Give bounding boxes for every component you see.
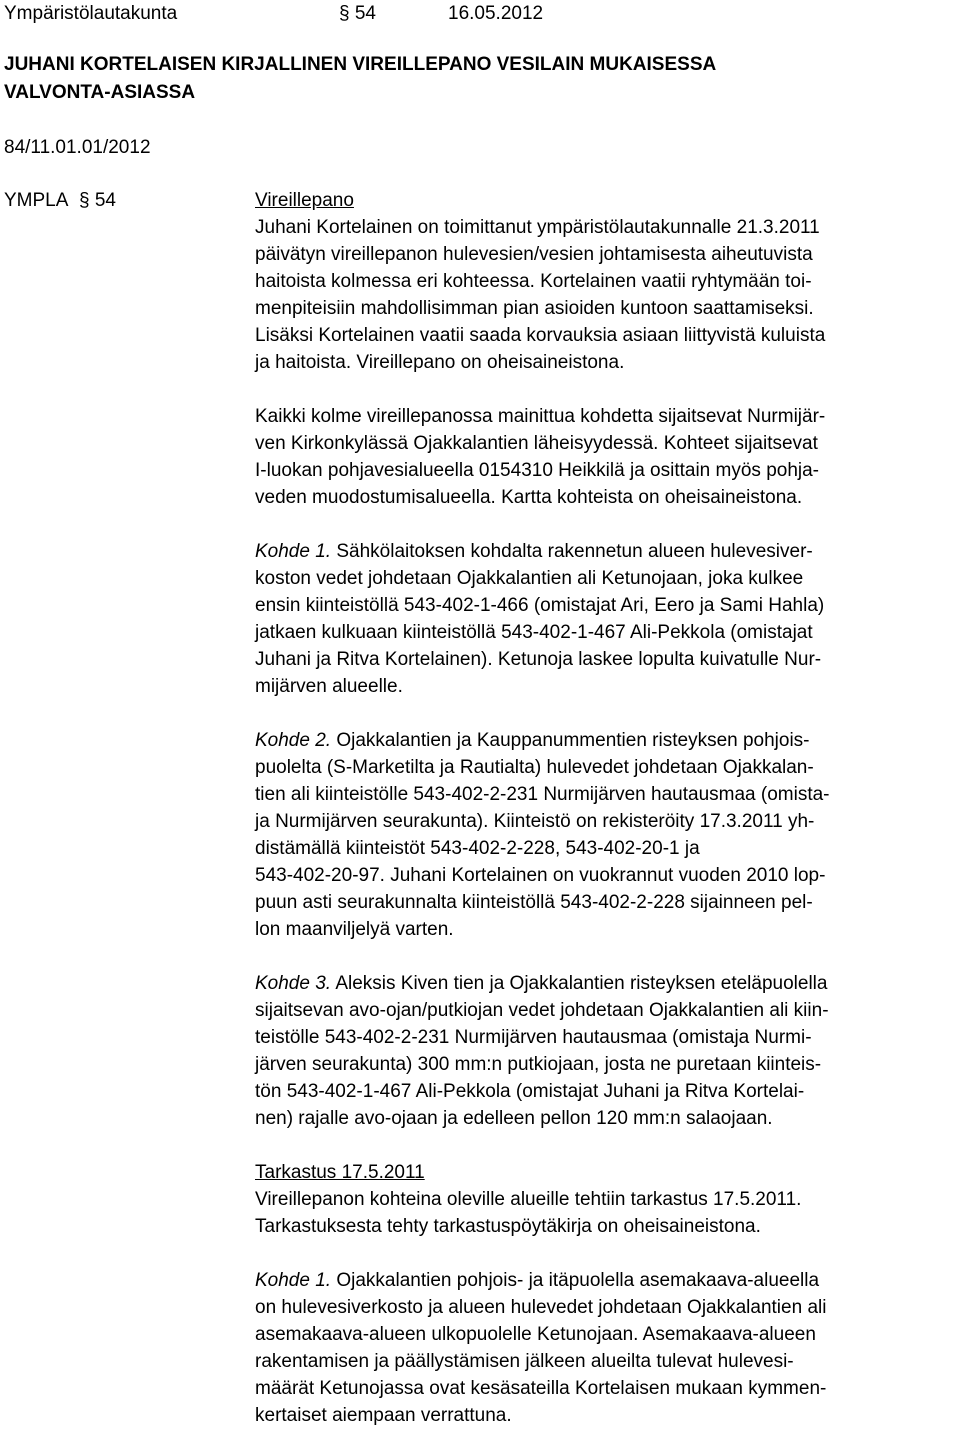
text-line: sijaitsevan avo-ojan/putkiojan vedet johdetaan Ojakkalantien ali kiin- bbox=[255, 1000, 829, 1021]
text-line: veden muodostumisalueella. Kartta kohteista on oheisaineistona. bbox=[255, 487, 803, 508]
inspection-paragraph bbox=[255, 1159, 955, 1240]
title-line: VALVONTA-ASIASSA bbox=[4, 82, 196, 103]
kohde-first-line: Ojakkalantien ja Kauppanummentien risteyksen pohjois- bbox=[336, 730, 810, 751]
kohde-label: Kohde 2. bbox=[255, 730, 332, 751]
title-line: JUHANI KORTELAISEN KIRJALLINEN VIREILLEPANO VESILAIN MUKAISESSA bbox=[4, 54, 717, 75]
text-line: Tarkastuksesta tehty tarkastuspöytäkirja on oheisaineistona. bbox=[255, 1216, 761, 1237]
text-line: ja haitoista. Vireillepano on oheisaineistona. bbox=[255, 352, 625, 373]
section-sign: § bbox=[78, 190, 90, 211]
section-unit: YMPLA bbox=[4, 190, 69, 211]
section-code bbox=[4, 187, 116, 214]
kohde-1-paragraph bbox=[255, 538, 955, 700]
text-line: koston vedet johdetaan Ojakkalantien ali Ketunojaan, joka kulkee bbox=[255, 568, 804, 589]
paragraph-number: 54 bbox=[354, 3, 376, 24]
text-line: Vireillepanon kohteina oleville alueille tehtiin tarkastus 17.5.2011. bbox=[255, 1189, 802, 1210]
text-line: rakentamisen ja päällystämisen jälkeen alueilta tulevat hulevesi- bbox=[255, 1351, 794, 1372]
text-line: haitoista kolmessa eri kohteessa. Kortelainen vaatii ryhtymään toi- bbox=[255, 271, 812, 292]
text-line bbox=[255, 1267, 955, 1294]
intro-paragraph bbox=[255, 187, 955, 376]
text-line: on hulevesiverkosto ja alueen hulevedet johdetaan Ojakkalantien ali bbox=[255, 1297, 827, 1318]
meeting-date: 16.05.2012 bbox=[448, 3, 544, 24]
text-line: päivätyn vireillepanon hulevesien/vesien johtamisesta aiheutuvista bbox=[255, 244, 813, 265]
kohde-3-paragraph bbox=[255, 970, 955, 1132]
text-line: teistölle 543-402-2-231 Nurmijärven hautausmaa (omistaja Nurmi- bbox=[255, 1027, 812, 1048]
text-line bbox=[255, 970, 955, 997]
text-line: menpiteisiin mahdollisimman pian asioiden kuntoon saattamiseksi. bbox=[255, 298, 814, 319]
text-line: ensin kiinteistöllä 543-402-1-466 (omistajat Ari, Eero ja Sami Hahla) bbox=[255, 595, 825, 616]
text-line: distämällä kiinteistöt 543-402-2-228, 543-402-20-1 ja bbox=[255, 838, 700, 859]
text-line: lon maanviljelyä varten. bbox=[255, 919, 454, 940]
inspection-heading: Tarkastus 17.5.2011 bbox=[255, 1162, 425, 1183]
text-line: mijärven alueelle. bbox=[255, 676, 403, 697]
intro-heading: Vireillepano bbox=[255, 190, 354, 211]
text-line: I-luokan pohjavesialueella 0154310 Heikkilä ja osittain myös pohja- bbox=[255, 460, 820, 481]
text-line: Kaikki kolme vireillepanossa mainittua kohdetta sijaitsevat Nurmijär- bbox=[255, 406, 826, 427]
document-body bbox=[255, 187, 955, 1429]
text-line: ja Nurmijärven seurakunta). Kiinteistö on rekisteröity 17.3.2011 yh- bbox=[255, 811, 815, 832]
paragraph-reference bbox=[339, 0, 376, 27]
text-line: Juhani Kortelainen on toimittanut ympäristölautakunnalle 21.3.2011 bbox=[255, 217, 820, 238]
kohde-2-paragraph bbox=[255, 727, 955, 943]
kohde-label: Kohde 1. bbox=[255, 541, 332, 562]
location-paragraph bbox=[255, 403, 955, 511]
text-line: Juhani ja Ritva Kortelainen). Ketunoja laskee lopulta kuivatulle Nur- bbox=[255, 649, 822, 670]
text-line: asemakaava-alueen ulkopuolelle Ketunojaan. Asemakaava-alueen bbox=[255, 1324, 816, 1345]
text-line: kertaiset aiempaan verrattuna. bbox=[255, 1405, 512, 1426]
text-line: järven seurakunta) 300 mm:n putkiojaan, josta ne puretaan kiinteis- bbox=[255, 1054, 822, 1075]
text-line bbox=[255, 538, 955, 565]
text-line: puun asti seurakunnalta kiinteistöllä 543-402-2-228 sijainneen pel- bbox=[255, 892, 813, 913]
text-line: ven Kirkonkylässä Ojakkalantien läheisyydessä. Kohteet sijaitsevat bbox=[255, 433, 818, 454]
organization-name: Ympäristölautakunta bbox=[4, 3, 178, 24]
diary-number: 84/11.01.01/2012 bbox=[4, 137, 151, 158]
kohde-first-line: Ojakkalantien pohjois- ja itäpuolella asemakaava-alueella bbox=[336, 1270, 820, 1291]
kohde-first-line: Sähkölaitoksen kohdalta rakennetun alueen hulevesiver- bbox=[336, 541, 813, 562]
text-line: puolelta (S-Marketilta ja Rautialta) hulevedet johdetaan Ojakkalan- bbox=[255, 757, 814, 778]
inspection-kohde-1-paragraph bbox=[255, 1267, 955, 1429]
kohde-label: Kohde 3. bbox=[255, 973, 332, 994]
text-line: jatkaen kulkuaan kiinteistöllä 543-402-1-467 Ali-Pekkola (omistajat bbox=[255, 622, 813, 643]
text-line: määrät Ketunojassa ovat kesäsateilla Kortelaisen mukaan kymmen- bbox=[255, 1378, 827, 1399]
text-line: Lisäksi Kortelainen vaatii saada korvauksia asiaan liittyvistä kuluista bbox=[255, 325, 826, 346]
text-line: tön 543-402-1-467 Ali-Pekkola (omistajat Juhani ja Ritva Kortelai- bbox=[255, 1081, 805, 1102]
paragraph-sign: § bbox=[339, 3, 350, 24]
document-title bbox=[4, 51, 944, 107]
kohde-label: Kohde 1. bbox=[255, 1270, 332, 1291]
text-line bbox=[255, 727, 955, 754]
text-line: 543-402-20-97. Juhani Kortelainen on vuokrannut vuoden 2010 lop- bbox=[255, 865, 826, 886]
text-line: nen) rajalle avo-ojaan ja edelleen pellon 120 mm:n salaojaan. bbox=[255, 1108, 773, 1129]
section-number: 54 bbox=[94, 190, 116, 211]
kohde-first-line: Aleksis Kiven tien ja Ojakkalantien risteyksen eteläpuolella bbox=[335, 973, 828, 994]
text-line: tien ali kiinteistölle 543-402-2-231 Nurmijärven hautausmaa (omista- bbox=[255, 784, 830, 805]
